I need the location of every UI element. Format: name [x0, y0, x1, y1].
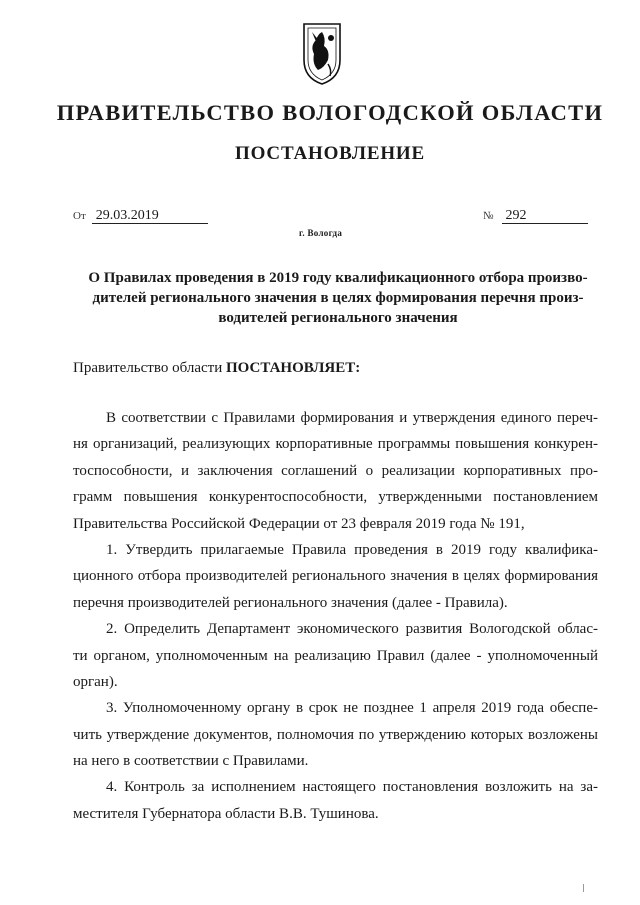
paragraph-line: 4. Контроль за исполнением настоящего постановления возложить на за-: [106, 779, 598, 796]
paragraph-line: тоспособности, и заключения соглашений о реализации корпоративных про-: [73, 462, 598, 479]
coat-of-arms-icon: [300, 20, 344, 88]
paragraph-line: В соответствии с Правилами формирования и утверждения единого переч-: [106, 410, 598, 426]
date-label: От: [73, 210, 86, 222]
paragraph-line: перечня производителей регионального значения (далее - Правила).: [73, 594, 508, 611]
document-date: [73, 207, 208, 224]
paragraph-line: чить утверждение документов, полномочия по утверждению которых возложены: [73, 726, 598, 743]
date-value: 29.03.2019: [92, 208, 208, 224]
paragraph-line: 3. Уполномоченному органу в срок не позднее 1 апреля 2019 года обеспе-: [106, 700, 598, 717]
scan-mark: [583, 884, 584, 892]
clause-2: [73, 616, 598, 695]
paragraph-line: местителя Губернатора области В.В. Тушинова.: [73, 805, 379, 822]
paragraph-line: 2. Определить Департамент экономического развития Вологодской облас-: [106, 621, 598, 638]
clause-1: [73, 537, 598, 616]
paragraph-line: 1. Утвердить прилагаемые Правила проведения в 2019 году квалифика-: [106, 541, 598, 558]
decree-verb: ПОСТАНОВЛЯЕТ:: [225, 360, 361, 376]
paragraph-line: Правительства Российской Федерации от 23 февраля 2019 года № 191,: [73, 515, 525, 532]
document-type: ПОСТАНОВЛЕНИЕ: [235, 143, 425, 164]
paragraph-line: грамм повышения конкурентоспособности, утвержденными постановлением: [73, 489, 598, 506]
number-value: 292: [502, 208, 588, 224]
city-name: г. Вологда: [299, 228, 343, 238]
government-title: ПРАВИТЕЛЬСТВО ВОЛОГОДСКОЙ ОБЛАСТИ: [56, 100, 604, 125]
clause-3: [73, 695, 598, 774]
clause-4: [73, 774, 598, 827]
paragraph-line: на него в соответствии с Правилами.: [73, 753, 309, 770]
number-label: №: [483, 210, 494, 222]
document-body: [73, 405, 598, 827]
paragraph-line: орган).: [73, 673, 118, 690]
paragraph-line: ня организаций, реализующих корпоративные программы повышения конкурен-: [73, 436, 598, 453]
decree-line: [73, 358, 360, 378]
subject-line: водителей регионального значения: [218, 310, 458, 326]
paragraph-line: ти органом, уполномоченным на реализацию Правил (далее - уполномоченный: [73, 647, 598, 664]
paragraph-line: ционного отбора производителей регионального значения в целях формирования: [73, 568, 598, 585]
decree-prefix: Правительство области: [73, 360, 223, 376]
subject-line: О Правилах проведения в 2019 году квалификационного отбора произво-: [88, 270, 588, 286]
document-subject: [68, 268, 608, 328]
document-number: [483, 207, 588, 224]
subject-line: дителей регионального значения в целях формирования перечня произ-: [92, 290, 584, 306]
preamble-paragraph: [73, 405, 598, 537]
